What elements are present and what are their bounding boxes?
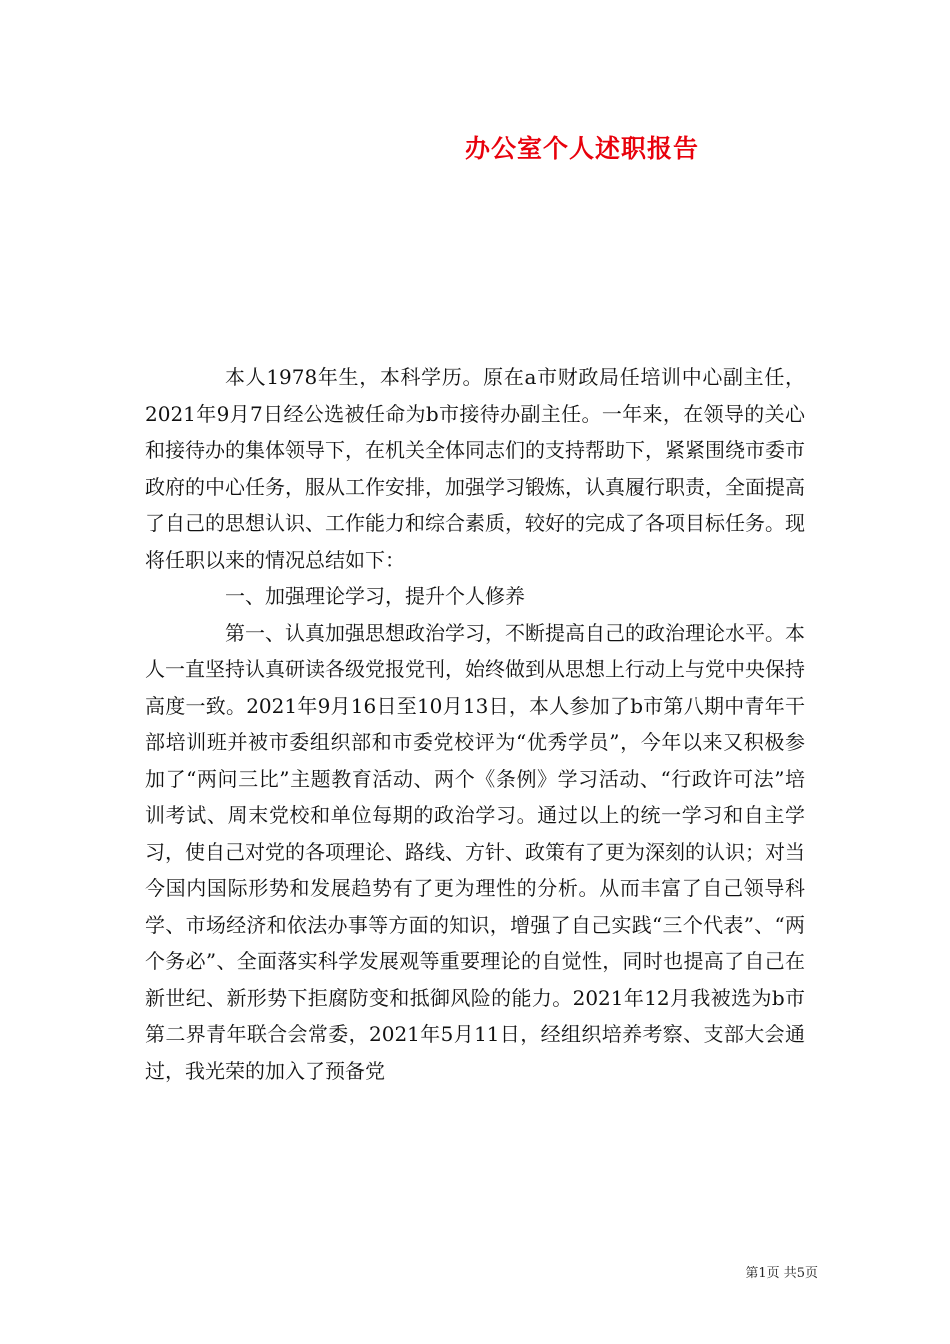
section-heading: 一、加强理论学习，提升个人修养	[225, 584, 525, 608]
document-body	[145, 359, 805, 1089]
paragraph-study: 第一、认真加强思想政治学习，不断提高自己的政治理论水平。本人一直坚持认真研读各级党报党刊，始终做到从思想上行动上与党中央保持高度一致。2021年9月16日至10月13日，本人参加了b市第八期中青年干部培训班并被市委组织部和市委党校评为“优秀学员”，今年以来又积极参加了“两问三比”主题教育活动、两个《条例》学习活动、“行政许可法”培训考试、周末党校和单位每期的政治学习。通过以上的统一学习和自主学习，使自己对党的各项理论、路线、方针、政策有了更为深刻的认识；对当今国内国际形势和发展趋势有了更为理性的分析。从而丰富了自己领导科学、市场经济和依法办事等方面的知识，增强了自己实践“三个代表”、“两个务必”、全面落实科学发展观等重要理论的自觉性，同时也提高了自己在新世纪、新形势下拒腐防变和抵御风险的能力。2021年12月我被选为b市第二界青年联合会常委，2021年5月11日，经组织培养考察、支部大会通过，我光荣的加入了预备党	[145, 620, 805, 1083]
document-title: 办公室个人述职报告	[464, 134, 699, 163]
paragraph-intro: 本人1978年生，本科学历。原在a市财政局任培训中心副主任，2021年9月7日经公选被任命为b市接待办副主任。一年来，在领导的关心和接待办的集体领导下，在机关全体同志们的支持帮助下，紧紧围绕市委市政府的中心任务，服从工作安排，加强学习锻炼，认真履行职责，全面提高了自己的思想认识、工作能力和综合素质，较好的完成了各项目标任务。现将任职以来的情况总结如下：	[145, 365, 805, 572]
page-number: 第1页 共5页	[745, 1266, 818, 1281]
